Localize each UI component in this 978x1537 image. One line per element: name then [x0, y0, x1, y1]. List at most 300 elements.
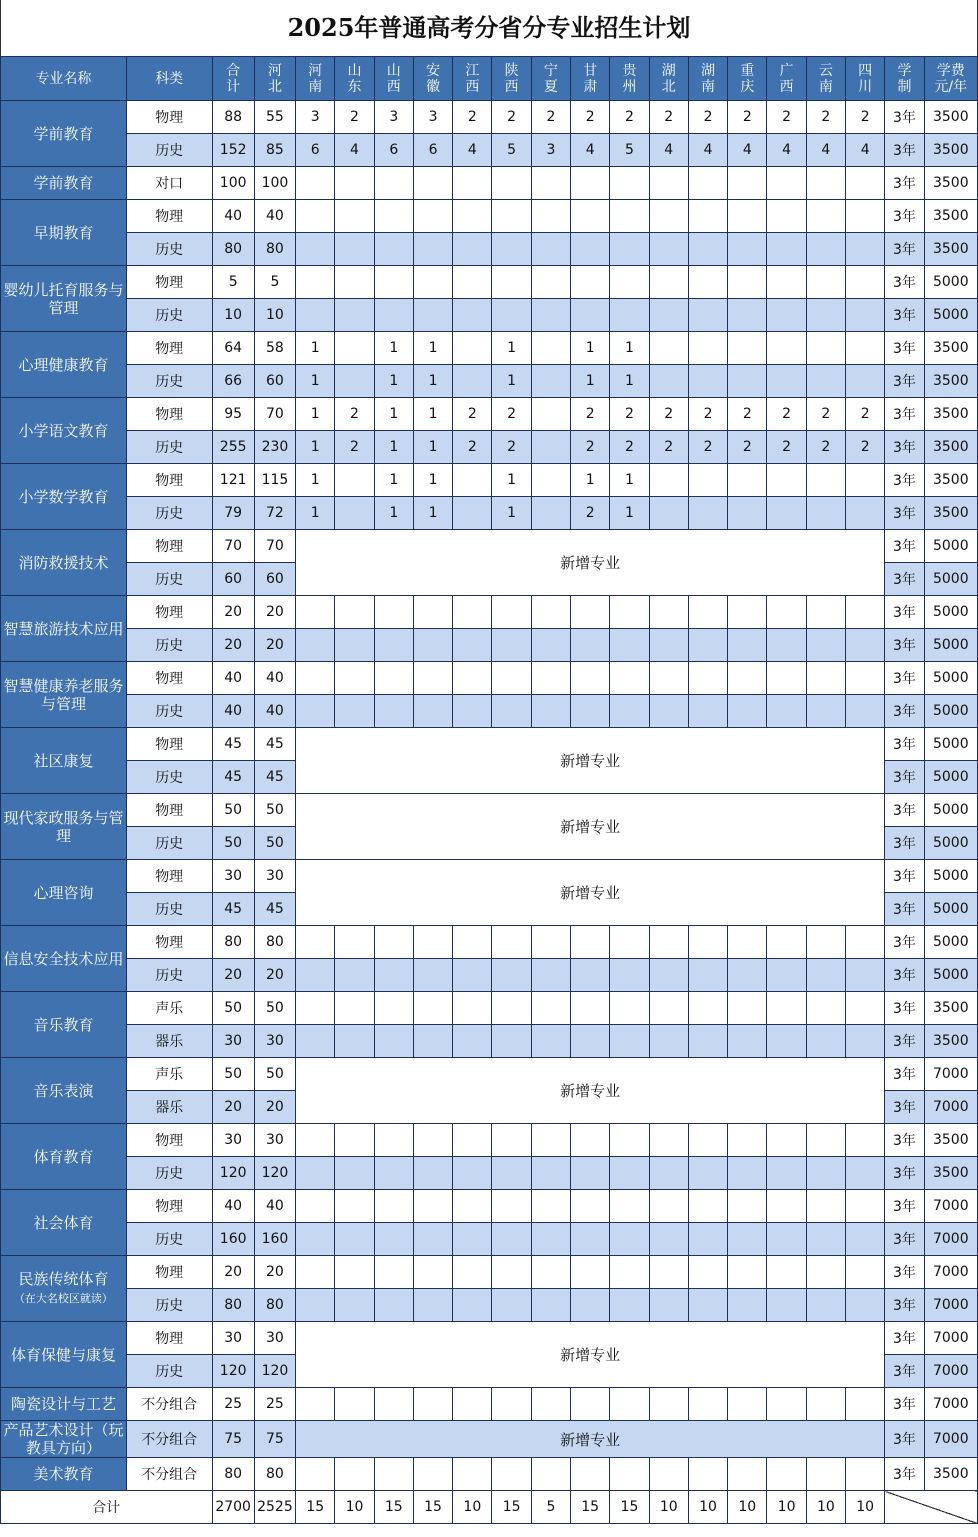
- subject-cell: 物理: [126, 200, 212, 233]
- province-cell: [335, 1289, 374, 1322]
- header-province: 湖 南: [688, 57, 727, 101]
- province-cell: [571, 1223, 610, 1256]
- province-cell: [453, 365, 492, 398]
- years-cell: 3年: [885, 596, 924, 629]
- province-cell: [806, 266, 845, 299]
- province-cell: 230: [254, 431, 295, 464]
- fee-cell: 5000: [924, 893, 977, 926]
- subject-cell: 物理: [126, 1190, 212, 1223]
- province-cell: 1: [571, 365, 610, 398]
- province-cell: 1: [374, 332, 413, 365]
- fee-cell: 3500: [924, 992, 977, 1025]
- province-cell: [374, 1025, 413, 1058]
- total-cell: 25: [212, 1388, 254, 1421]
- province-cell: 2: [492, 101, 531, 134]
- province-cell: 80: [254, 1458, 295, 1491]
- province-cell: [296, 1190, 335, 1223]
- table-row: [1, 233, 978, 266]
- province-cell: [571, 1190, 610, 1223]
- fee-cell: 7000: [924, 1091, 977, 1124]
- province-cell: [531, 365, 570, 398]
- province-cell: [571, 200, 610, 233]
- total-cell: 50: [212, 794, 254, 827]
- province-cell: 1: [374, 464, 413, 497]
- province-cell: [846, 167, 885, 200]
- subject-cell: 物理: [126, 1322, 212, 1355]
- province-cell: [335, 332, 374, 365]
- subject-cell: 对口: [126, 167, 212, 200]
- fee-cell: 5000: [924, 596, 977, 629]
- province-cell: [531, 662, 570, 695]
- province-cell: 2: [610, 101, 649, 134]
- total-cell: 50: [212, 1058, 254, 1091]
- province-cell-hebei: 30: [254, 860, 295, 893]
- province-cell: [806, 926, 845, 959]
- province-cell: [767, 1025, 806, 1058]
- subject-cell: 历史: [126, 299, 212, 332]
- years-cell: 3年: [885, 1458, 924, 1491]
- province-cell: 2: [767, 101, 806, 134]
- province-cell: [374, 1223, 413, 1256]
- province-cell: 6: [374, 134, 413, 167]
- province-cell: 1: [571, 332, 610, 365]
- province-cell: [806, 992, 845, 1025]
- fee-cell: 5000: [924, 794, 977, 827]
- province-cell: [335, 959, 374, 992]
- province-cell: [688, 662, 727, 695]
- major-name: 体育教育: [1, 1124, 127, 1190]
- table-row: [1, 1388, 978, 1421]
- province-cell: [492, 662, 531, 695]
- years-cell: 3年: [885, 1421, 924, 1458]
- years-cell: 3年: [885, 1190, 924, 1223]
- table-header: [1, 57, 978, 101]
- province-cell: [571, 596, 610, 629]
- table-body: [1, 101, 978, 1524]
- province-cell: [728, 1388, 767, 1421]
- province-cell: [413, 266, 452, 299]
- province-cell: 2: [335, 101, 374, 134]
- province-cell: 1: [413, 464, 452, 497]
- province-cell: [649, 1289, 688, 1322]
- province-cell: [492, 596, 531, 629]
- province-cell: [413, 1025, 452, 1058]
- province-cell: [728, 1458, 767, 1491]
- subject-cell: 物理: [126, 530, 212, 563]
- province-cell: [492, 1190, 531, 1223]
- province-cell: [413, 1256, 452, 1289]
- fee-cell: 3500: [924, 332, 977, 365]
- province-cell: [649, 497, 688, 530]
- header-province: 山 东: [335, 57, 374, 101]
- subject-cell: 不分组合: [126, 1458, 212, 1491]
- years-cell: 3年: [885, 695, 924, 728]
- province-cell: 30: [254, 1025, 295, 1058]
- years-cell: 3年: [885, 1388, 924, 1421]
- province-cell: 6: [296, 134, 335, 167]
- header-province: 河 南: [296, 57, 335, 101]
- province-cell: [296, 992, 335, 1025]
- province-cell: [492, 1388, 531, 1421]
- province-cell: [453, 1256, 492, 1289]
- new-major-label: 新增专业: [296, 860, 885, 926]
- province-cell: [453, 200, 492, 233]
- province-cell: [571, 1256, 610, 1289]
- province-cell: [806, 1458, 845, 1491]
- province-cell: [374, 200, 413, 233]
- years-cell: 3年: [885, 662, 924, 695]
- subject-cell: 历史: [126, 959, 212, 992]
- fee-cell: 5000: [924, 695, 977, 728]
- years-cell: 3年: [885, 332, 924, 365]
- enrollment-table: [0, 56, 978, 1524]
- header-years: 学 制: [885, 57, 924, 101]
- total-cell: 20: [212, 596, 254, 629]
- province-cell: [688, 695, 727, 728]
- province-cell: [453, 464, 492, 497]
- years-cell: 3年: [885, 860, 924, 893]
- province-cell: [728, 1256, 767, 1289]
- province-cell: 5: [254, 266, 295, 299]
- province-cell: [335, 596, 374, 629]
- province-cell: [806, 1289, 845, 1322]
- province-cell: 1: [296, 332, 335, 365]
- province-cell: 1: [492, 464, 531, 497]
- province-cell: [492, 1256, 531, 1289]
- province-cell: [806, 1388, 845, 1421]
- major-name: 小学数学教育: [1, 464, 127, 530]
- total-cell: 45: [212, 728, 254, 761]
- province-cell: [335, 1223, 374, 1256]
- province-cell: [531, 431, 570, 464]
- fee-cell: 3500: [924, 431, 977, 464]
- province-cell: 50: [254, 992, 295, 1025]
- province-cell-hebei: 70: [254, 530, 295, 563]
- province-cell: [806, 167, 845, 200]
- province-cell: [453, 662, 492, 695]
- province-cell: [335, 629, 374, 662]
- table-row: [1, 1124, 978, 1157]
- province-cell: [846, 695, 885, 728]
- province-cell: 4: [846, 134, 885, 167]
- total-cell: 50: [212, 827, 254, 860]
- province-cell: [846, 266, 885, 299]
- fee-cell: 5000: [924, 629, 977, 662]
- province-cell: [374, 926, 413, 959]
- province-cell: [846, 497, 885, 530]
- province-cell: 2: [806, 431, 845, 464]
- table-row: [1, 860, 978, 893]
- total-cell: 80: [212, 926, 254, 959]
- subject-cell: 物理: [126, 101, 212, 134]
- province-cell: [296, 200, 335, 233]
- province-cell: [531, 596, 570, 629]
- province-cell: [649, 464, 688, 497]
- province-cell: [374, 695, 413, 728]
- province-cell: [610, 1025, 649, 1058]
- province-cell: [374, 629, 413, 662]
- province-cell: [649, 200, 688, 233]
- province-cell: [296, 1289, 335, 1322]
- province-cell: 100: [254, 167, 295, 200]
- province-cell: [571, 1157, 610, 1190]
- province-cell: [531, 629, 570, 662]
- years-cell: 3年: [885, 464, 924, 497]
- table-row: [1, 266, 978, 299]
- major-name: 心理咨询: [1, 860, 127, 926]
- total-cell: 120: [212, 1355, 254, 1388]
- fee-cell: 7000: [924, 1421, 977, 1458]
- province-cell: [531, 1388, 570, 1421]
- fee-cell: 5000: [924, 860, 977, 893]
- province-cell-hebei: 50: [254, 794, 295, 827]
- province-cell: [531, 1223, 570, 1256]
- province-cell: [571, 1025, 610, 1058]
- province-cell: [806, 959, 845, 992]
- province-total-cell: 10: [728, 1491, 767, 1524]
- province-cell: [296, 596, 335, 629]
- province-cell: [767, 365, 806, 398]
- fee-cell: 5000: [924, 959, 977, 992]
- province-cell: 2: [806, 101, 845, 134]
- subject-cell: 历史: [126, 365, 212, 398]
- province-cell: [296, 1025, 335, 1058]
- province-cell: [413, 662, 452, 695]
- province-cell: 10: [254, 299, 295, 332]
- province-cell: [767, 596, 806, 629]
- province-cell: [610, 596, 649, 629]
- major-name: 学前教育: [1, 167, 127, 200]
- total-cell: 80: [212, 1458, 254, 1491]
- province-cell: [413, 629, 452, 662]
- province-cell: [649, 266, 688, 299]
- province-cell: [413, 1157, 452, 1190]
- years-cell: 3年: [885, 1223, 924, 1256]
- table-row: [1, 1256, 978, 1289]
- province-cell: [649, 926, 688, 959]
- province-cell: [846, 1157, 885, 1190]
- province-cell: [453, 1157, 492, 1190]
- province-cell: [531, 959, 570, 992]
- years-cell: 3年: [885, 299, 924, 332]
- province-cell: [453, 1388, 492, 1421]
- province-cell: 2: [492, 431, 531, 464]
- province-cell: [335, 1124, 374, 1157]
- province-cell: [846, 662, 885, 695]
- table-row: [1, 497, 978, 530]
- province-cell: [413, 926, 452, 959]
- province-cell: [296, 662, 335, 695]
- province-cell: [846, 299, 885, 332]
- table-row: [1, 1025, 978, 1058]
- province-cell: [296, 1388, 335, 1421]
- major-name: 小学语文教育: [1, 398, 127, 464]
- province-cell: [531, 167, 570, 200]
- province-cell: [453, 1124, 492, 1157]
- new-major-label: 新增专业: [296, 794, 885, 860]
- subject-cell: 物理: [126, 1124, 212, 1157]
- province-cell: 1: [374, 497, 413, 530]
- province-cell: [728, 1190, 767, 1223]
- province-cell: [806, 1157, 845, 1190]
- province-cell: [335, 365, 374, 398]
- province-cell: [296, 1256, 335, 1289]
- total-cell: 60: [212, 563, 254, 596]
- header-province: 宁 夏: [531, 57, 570, 101]
- province-cell: [531, 200, 570, 233]
- province-cell: [649, 959, 688, 992]
- province-cell: 2: [571, 101, 610, 134]
- total-cell: 120: [212, 1157, 254, 1190]
- province-cell: 2: [688, 431, 727, 464]
- province-cell: [492, 299, 531, 332]
- table-row: [1, 662, 978, 695]
- province-cell: [728, 662, 767, 695]
- province-cell: [335, 299, 374, 332]
- years-cell: 3年: [885, 728, 924, 761]
- major-note: （在大名校区就读）: [13, 1291, 113, 1305]
- province-cell: [453, 926, 492, 959]
- years-cell: 3年: [885, 101, 924, 134]
- fee-cell: 7000: [924, 1322, 977, 1355]
- province-cell: [649, 992, 688, 1025]
- province-cell-hebei: 20: [254, 1091, 295, 1124]
- province-cell: 1: [296, 464, 335, 497]
- province-cell: [413, 299, 452, 332]
- province-cell: [728, 200, 767, 233]
- province-cell: 1: [492, 365, 531, 398]
- province-cell: [806, 464, 845, 497]
- major-name: 音乐教育: [1, 992, 127, 1058]
- province-cell: 4: [571, 134, 610, 167]
- subject-cell: 历史: [126, 761, 212, 794]
- years-cell: 3年: [885, 1124, 924, 1157]
- years-cell: 3年: [885, 1157, 924, 1190]
- province-cell: 1: [610, 365, 649, 398]
- province-cell: 2: [571, 497, 610, 530]
- fee-cell: 5000: [924, 662, 977, 695]
- province-cell: [610, 167, 649, 200]
- major-name: 心理健康教育: [1, 332, 127, 398]
- subject-cell: 物理: [126, 332, 212, 365]
- header-province: 陕 西: [492, 57, 531, 101]
- province-cell: [846, 926, 885, 959]
- province-cell: 2: [531, 101, 570, 134]
- province-cell: [728, 266, 767, 299]
- province-cell: 2: [492, 398, 531, 431]
- province-cell: [806, 1190, 845, 1223]
- province-cell: [728, 365, 767, 398]
- province-cell: [413, 167, 452, 200]
- province-cell: 40: [254, 662, 295, 695]
- province-cell: [374, 959, 413, 992]
- province-cell: [806, 200, 845, 233]
- province-cell: [649, 233, 688, 266]
- province-cell: [846, 1388, 885, 1421]
- province-cell: [335, 1025, 374, 1058]
- header-fee: 学费 元/年: [924, 57, 977, 101]
- province-cell: [453, 1289, 492, 1322]
- province-cell: [374, 233, 413, 266]
- province-cell: [571, 662, 610, 695]
- province-cell: 160: [254, 1223, 295, 1256]
- province-cell: 80: [254, 233, 295, 266]
- subject-cell: 历史: [126, 233, 212, 266]
- total-cell: 20: [212, 959, 254, 992]
- province-cell-hebei: 50: [254, 1058, 295, 1091]
- province-cell: [335, 992, 374, 1025]
- province-cell: [649, 1025, 688, 1058]
- province-cell: [492, 959, 531, 992]
- years-cell: 3年: [885, 497, 924, 530]
- province-cell: [767, 167, 806, 200]
- years-cell: 3年: [885, 365, 924, 398]
- province-cell: [649, 662, 688, 695]
- province-cell: [374, 1256, 413, 1289]
- province-cell: [767, 464, 806, 497]
- province-cell: [492, 992, 531, 1025]
- subject-cell: 物理: [126, 1256, 212, 1289]
- province-cell: [492, 629, 531, 662]
- total-cell: 64: [212, 332, 254, 365]
- total-cell: 255: [212, 431, 254, 464]
- province-cell: [453, 959, 492, 992]
- province-cell-hebei: 30: [254, 1322, 295, 1355]
- province-cell: [767, 1289, 806, 1322]
- total-cell: 121: [212, 464, 254, 497]
- province-cell: [846, 200, 885, 233]
- total-cell: 95: [212, 398, 254, 431]
- province-cell: 2: [335, 398, 374, 431]
- province-cell: [453, 992, 492, 1025]
- province-cell: [688, 1157, 727, 1190]
- subject-cell: 物理: [126, 596, 212, 629]
- fee-cell: 3500: [924, 233, 977, 266]
- table-row: [1, 1058, 978, 1091]
- province-cell: [806, 233, 845, 266]
- province-cell: [767, 332, 806, 365]
- province-cell: [688, 365, 727, 398]
- province-cell: [728, 497, 767, 530]
- province-cell: [688, 464, 727, 497]
- province-cell: [767, 1458, 806, 1491]
- province-cell: [492, 1025, 531, 1058]
- province-cell: [492, 1223, 531, 1256]
- total-cell: 40: [212, 695, 254, 728]
- years-cell: 3年: [885, 431, 924, 464]
- province-cell: [531, 497, 570, 530]
- table-row: [1, 1322, 978, 1355]
- province-cell: [688, 1388, 727, 1421]
- province-cell: [767, 200, 806, 233]
- header-province: 四 川: [846, 57, 885, 101]
- province-cell: [806, 1256, 845, 1289]
- years-cell: 3年: [885, 629, 924, 662]
- fee-cell: 7000: [924, 1355, 977, 1388]
- total-cell: 80: [212, 233, 254, 266]
- province-cell: [453, 1025, 492, 1058]
- total-cell: 45: [212, 893, 254, 926]
- province-cell: 55: [254, 101, 295, 134]
- province-cell: [688, 1190, 727, 1223]
- header-province: 贵 州: [610, 57, 649, 101]
- total-row: [1, 1491, 978, 1524]
- province-cell: [374, 1124, 413, 1157]
- province-cell: [610, 629, 649, 662]
- province-cell: 5: [492, 134, 531, 167]
- province-cell: [335, 200, 374, 233]
- total-label: 合计: [1, 1491, 213, 1524]
